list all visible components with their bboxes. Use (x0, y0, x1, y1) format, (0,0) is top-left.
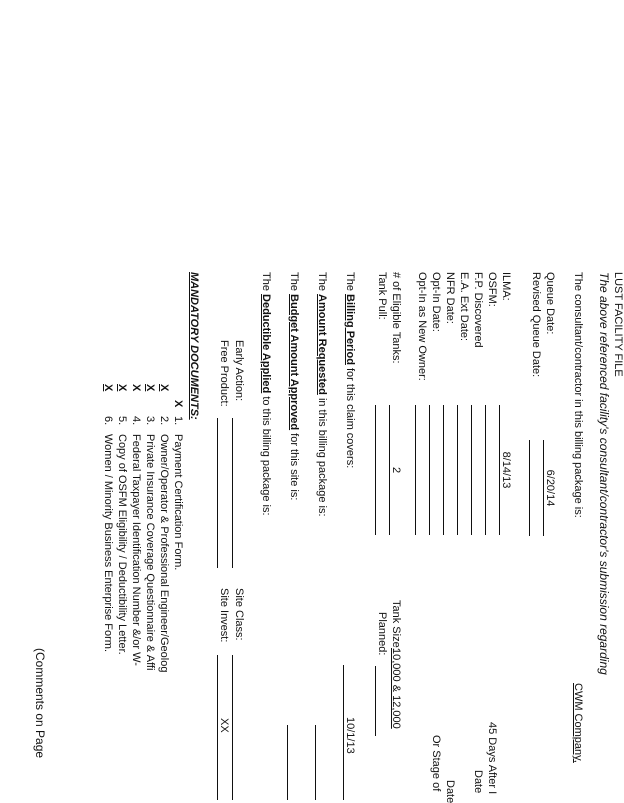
doc-num-3: 3. (144, 416, 156, 426)
ilma-value: 8/14/13 (500, 451, 512, 489)
doc-mark-3: X (144, 384, 156, 392)
free-product-line (217, 418, 218, 568)
deductible-line: The Deductible Applied to this billing package is: (260, 272, 272, 516)
ilma-label: ILMA: (500, 272, 512, 301)
doc-num-5: 5. (116, 416, 128, 426)
queue-date-value: 6/20/14 (544, 469, 556, 507)
doc-num-2: 2. (158, 416, 170, 426)
consultant-value: CWM Company, (572, 683, 584, 763)
budget-amount-line-fill (287, 725, 288, 800)
optin-owner-label: Opt-In as New Owner: (416, 272, 428, 381)
queue-date-label: Queue Date: (544, 272, 556, 335)
doc-num-1: 1. (172, 416, 184, 426)
revised-queue-line (529, 440, 530, 536)
optin-line (429, 405, 430, 535)
site-class-line (232, 655, 233, 800)
early-action-line (232, 418, 233, 568)
eligible-label: # of Eligible Tanks: (390, 272, 402, 364)
doc-mark-4: X (130, 384, 142, 392)
consultant-line: The consultant/contractor in this billing package is: (572, 272, 584, 518)
tank-pull-label: Tank Pull: (376, 272, 388, 320)
doc-num-4: 4. (130, 416, 142, 426)
doc-text-3: Private Insurance Coverage Questionnaire & Affi (144, 434, 156, 671)
budget-amount-line: The Budget Amount Approved for this site is: (288, 272, 300, 501)
budget-amount-term: Budget Amount Approved (288, 294, 300, 431)
free-product-label: Free Product: (218, 340, 230, 407)
fp-label: F.P. Discovered (472, 272, 484, 348)
billing-period-term: Billing Period (344, 294, 356, 365)
amount-requested-term: Amount Requested (316, 294, 328, 395)
stage-note: Or Stage of (430, 735, 442, 792)
header-fragment (610, 272, 624, 692)
header-fragment-text: LUST FACILITY FILE (612, 272, 624, 377)
footer-note: (Comments on Page (33, 648, 47, 759)
intro-line: The above referenced facility's consultant/contractor's submission regarding (597, 272, 611, 675)
billing-period-value: 10/1/13 (344, 717, 356, 754)
fp-line (471, 405, 472, 535)
doc-mark-2: X (158, 384, 170, 392)
date-note-2: Date (444, 780, 456, 803)
doc-num-6: 6. (102, 416, 114, 426)
doc-mark-5: X (116, 384, 128, 392)
doc-text-5: Copy of OSFM Eligibility / Deductibility Letter. (116, 434, 128, 655)
optin-label: Opt-In Date: (430, 272, 442, 332)
site-class-label: Site Class: (233, 588, 245, 641)
tank-size-value: 10,000 & 12,000 (390, 648, 402, 729)
osfm-line (485, 405, 486, 535)
tank-size-label: Tank Size: (390, 600, 402, 651)
amount-requested-line-fill (315, 725, 316, 800)
billing-period-line: The Billing Period for this claim covers: (344, 272, 356, 469)
doc-mark-1: X (172, 400, 184, 408)
mandatory-title: MANDATORY DOCUMENTS: (188, 272, 200, 420)
doc-text-6: Women / Minority Business Enterprise Form. (102, 434, 114, 653)
doc-text-2: Owner/Operator & Professional Engineer/Geolog (158, 434, 170, 673)
revised-queue-label: Revised Queue Date: (530, 272, 542, 378)
doc-mark-6: X (102, 384, 114, 392)
ea-label: E.A. Ext Date: (458, 272, 470, 342)
ea-line (457, 405, 458, 535)
doc-text-1: Payment Certification Form. (172, 434, 184, 571)
site-invest-value: XX (218, 718, 230, 733)
doc-text-4: Federal Taxpayer Identification Number &/or W- (130, 434, 142, 666)
days-after-note: 45 Days After I (486, 722, 498, 795)
date-note-1: Date (472, 770, 484, 794)
deductible-term: Deductible Applied (260, 294, 272, 394)
tank-pull-line (375, 405, 376, 535)
eligible-value: 2 (390, 466, 402, 474)
nfr-line (443, 405, 444, 535)
osfm-label: OSFM: (486, 272, 498, 307)
amount-requested-line: The Amount Requested in this billing package is: (316, 272, 328, 517)
nfr-label: NFR Date: (444, 272, 456, 324)
optin-owner-line (415, 405, 416, 535)
early-action-label: Early Action: (233, 340, 245, 402)
planned-label: Planned: (376, 612, 388, 656)
planned-line (375, 666, 376, 736)
site-invest-label: Site Invest: (218, 588, 230, 643)
